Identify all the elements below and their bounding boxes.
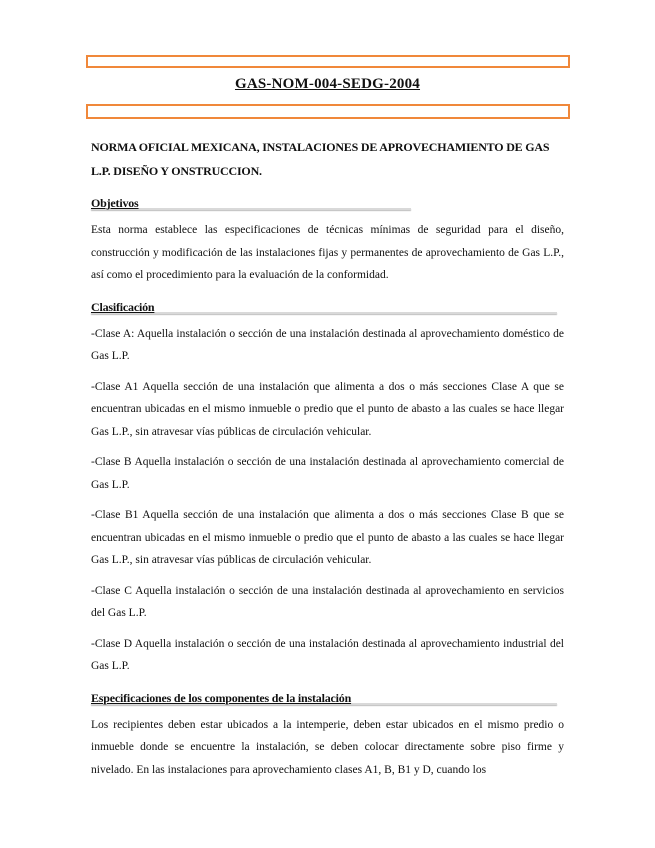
- paragraph-clase-d: -Clase D Aquella instalación o sección de una instalación destinada al aprovechamiento industrial del Gas L.P.: [91, 637, 564, 672]
- paragraph-clase-a1: -Clase A1 Aquella sección de una instalación que alimenta a dos o más secciones Clase A que se encuentran ubicadas en el mismo inmueble o predio que el punto de abasto a las cuales se hace llegar Gas L.P., sin atravesar vías públicas de circulación vehicular.: [91, 380, 564, 438]
- paragraph-clase-b: -Clase B Aquella instalación o sección de una instalación destinada al aprovechamiento comercial de Gas L.P.: [91, 456, 564, 491]
- paragraph-clase-a: -Clase A: Aquella instalación o sección de una instalación destinada al aprovechamiento doméstico de Gas L.P.: [91, 327, 564, 362]
- section-heading-rule: [91, 312, 557, 314]
- section-heading-label: Especificaciones de los componentes de la instalación: [91, 690, 352, 705]
- section-heading-especificaciones: [91, 687, 564, 709]
- paragraph-clase-c: -Clase C Aquella instalación o sección de una instalación destinada al aprovechamiento en servicios del Gas L.P.: [91, 584, 564, 619]
- section-heading-objetivos: [91, 192, 564, 214]
- section-heading-label: Clasificación: [91, 299, 155, 314]
- section-heading-label: Objetivos: [91, 196, 139, 210]
- title-top-border: [86, 55, 570, 68]
- section-heading-rule: [91, 208, 411, 210]
- document-body: [91, 135, 564, 781]
- document-title: GAS-NOM-004-SEDG-2004: [234, 76, 421, 92]
- main-heading: NORMA OFICIAL MEXICANA, INSTALACIONES DE APROVECHAMIENTO DE GAS L.P. DISEÑO Y ONSTRUCCION.: [91, 140, 550, 178]
- section-heading-clasificacion: [91, 296, 564, 318]
- paragraph-especificaciones: Los recipientes deben estar ubicados a la intemperie, deben estar ubicados en el mismo predio o inmueble donde se encuentre la instalación, se deben colocar directamente sobre piso firme y nivelado. En las instalaciones para aprovechamiento clases A1, B, B1 y D, cuando los: [91, 718, 564, 776]
- paragraph-clase-b1: -Clase B1 Aquella sección de una instalación que alimenta a dos o más secciones Clase B que se encuentran ubicadas en el mismo inmueble o predio que el punto de abasto a las cuales se hace llegar Gas L.P., sin atravesar vías públicas de circulación vehicular.: [91, 509, 564, 566]
- paragraph-objetivos: Esta norma establece las especificaciones de técnicas mínimas de seguridad para el diseño, construcción y modificación de las instalaciones fijas y permanentes de aprovechamiento de Gas L.P., así como el procedimiento para la evaluación de la conformidad.: [91, 224, 564, 281]
- title-bottom-border: [86, 104, 570, 119]
